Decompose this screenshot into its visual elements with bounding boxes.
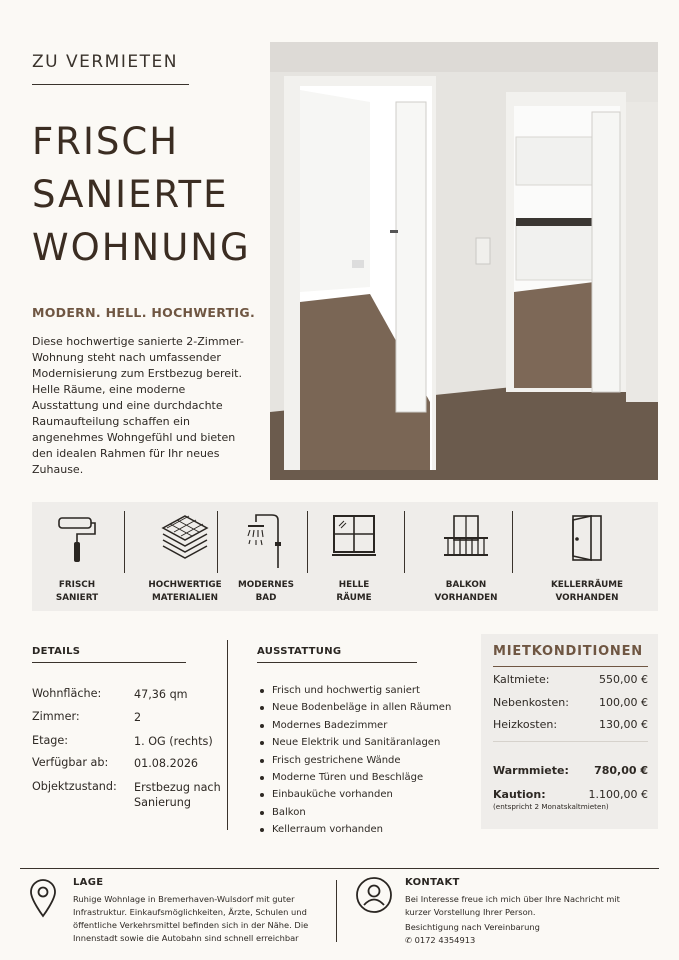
location-pin-icon [28, 878, 58, 918]
title-line-1: FRISCH [32, 120, 180, 163]
balcony-icon [440, 512, 492, 560]
feature-label-6a: KELLERRÄUME [550, 580, 624, 590]
rent-divider [493, 741, 648, 742]
features-bar [32, 502, 658, 611]
footer-column-divider [336, 880, 337, 942]
viewing-text: Besichtigung nach Vereinbarung [405, 922, 540, 932]
kicker-underline [32, 84, 189, 85]
list-item: Frisch gestrichene Wände [258, 752, 451, 769]
page-kicker: ZU VERMIETEN [32, 52, 178, 72]
warm-rent-label: Warmmiete: [493, 764, 569, 777]
detail-value: 1. OG (rechts) [134, 735, 213, 748]
feature-label-3b: BAD [255, 593, 277, 603]
detail-label: Wohnfläche: [32, 687, 102, 700]
deposit-note: (entspricht 2 Monatskaltmieten) [493, 802, 609, 811]
rent-underline [493, 666, 648, 667]
rent-label: Nebenkosten: [493, 696, 569, 709]
feature-divider [512, 511, 513, 573]
list-item: Einbauküche vorhanden [258, 786, 451, 803]
feature-label-1a: FRISCH [58, 580, 96, 590]
list-item: Modernes Badezimmer [258, 717, 451, 734]
location-heading: LAGE [73, 877, 104, 888]
feature-divider [307, 511, 308, 573]
feature-bright-rooms [309, 502, 399, 611]
door-icon [567, 512, 607, 564]
rent-panel [481, 634, 658, 829]
equipment-heading: AUSSTATTUNG [257, 646, 342, 657]
detail-label: Zimmer: [32, 710, 80, 723]
phone-icon: ✆ [405, 935, 412, 945]
page-title [32, 115, 251, 274]
feature-label-1b: SANIERT [55, 593, 99, 603]
rent-label: Heizkosten: [493, 718, 558, 731]
feature-label-5a: BALKON [445, 580, 487, 590]
list-item: Balkon [258, 804, 451, 821]
detail-value: 47,36 qm [134, 688, 188, 701]
rent-heading: MIETKONDITIONEN [493, 644, 643, 659]
title-line-3: WOHNUNG [32, 226, 251, 269]
feature-divider [124, 511, 125, 573]
feature-balcony [421, 502, 511, 611]
detail-value: 01.08.2026 [134, 757, 199, 770]
contact-heading: KONTAKT [405, 877, 460, 888]
feature-cellar [542, 502, 632, 611]
feature-bathroom [221, 502, 311, 611]
rent-row-cold [493, 673, 648, 686]
detail-value: 2 [134, 711, 142, 724]
detail-label: Verfügbar ab: [32, 756, 109, 769]
details-underline [32, 662, 186, 663]
rent-row-extra [493, 696, 648, 709]
feature-freshly-renovated [32, 502, 122, 611]
footer-divider [20, 868, 659, 869]
deposit-value: 1.100,00 € [588, 788, 648, 801]
detail-value: Erstbezug nach Sanierung [134, 781, 221, 809]
feature-label-3a: MODERNES [237, 580, 295, 590]
column-divider [227, 640, 228, 830]
list-item: Neue Bodenbeläge in allen Räumen [258, 699, 451, 716]
title-line-2: SANIERTE [32, 173, 229, 216]
equipment-underline [257, 662, 417, 663]
warm-rent-value: 780,00 € [594, 764, 648, 777]
apartment-photo [270, 42, 658, 480]
paint-roller-icon [55, 512, 99, 568]
rent-label: Kaltmiete: [493, 673, 550, 686]
feature-label-2b: MATERIALIEN [152, 593, 218, 603]
list-item: Moderne Türen und Beschläge [258, 769, 451, 786]
details-heading: DETAILS [32, 646, 81, 657]
rent-row-warm [493, 764, 648, 777]
feature-label-6b: VORHANDEN [555, 593, 619, 603]
list-item: Frisch und hochwertig saniert [258, 682, 451, 699]
page-subtitle: MODERN. HELL. HOCHWERTIG. [32, 305, 255, 320]
feature-label-2a: HOCHWERTIGE [148, 580, 222, 590]
location-text: Ruhige Wohnlage in Bremerhaven-Wulsdorf mit guter Infrastruktur. Einkaufsmöglichkeiten, Ärzte, Schulen und öffentliche Verkehrsmittel befinden sich in der Nähe. Die Innenstadt sowie die Autobahn sind schnell erreichbar [73, 894, 309, 943]
phone-number[interactable]: 0172 4354913 [414, 935, 476, 945]
rent-value: 100,00 € [599, 696, 648, 709]
rent-row-deposit [493, 788, 648, 801]
window-icon [330, 512, 378, 560]
feature-divider [404, 511, 405, 573]
feature-divider [217, 511, 218, 573]
contact-person-icon [355, 876, 393, 914]
detail-label: Objektzustand: [32, 780, 117, 793]
feature-label-4a: HELLE [338, 580, 370, 590]
contact-text: Bei Interesse freue ich mich über Ihre Nachricht mit kurzer Vorstellung Ihrer Person. [405, 894, 620, 917]
list-item: Kellerraum vorhanden [258, 821, 451, 838]
list-item: Neue Elektrik und Sanitäranlagen [258, 734, 451, 751]
material-layers-icon [159, 512, 211, 562]
equipment-list [258, 682, 451, 839]
detail-label: Etage: [32, 734, 69, 747]
feature-label-5b: VORHANDEN [434, 593, 498, 603]
phone-row [405, 934, 475, 947]
rent-value: 550,00 € [599, 673, 648, 686]
rent-row-heating [493, 718, 648, 731]
feature-label-4b: RÄUME [336, 593, 372, 603]
deposit-label: Kaution: [493, 788, 546, 801]
description-text: Diese hochwertige sanierte 2-Zimmer-Wohnung steht nach umfassender Modernisierung zum Erstbezug bereit. Helle Räume, eine moderne Ausstattung und eine durchdachte Raumaufteilung schaffen ein angenehmes Wohngefühl und bieten den idealen Rahmen für Ihr neues Zuhause. [32, 335, 244, 476]
shower-icon [244, 512, 288, 570]
rent-value: 130,00 € [599, 718, 648, 731]
